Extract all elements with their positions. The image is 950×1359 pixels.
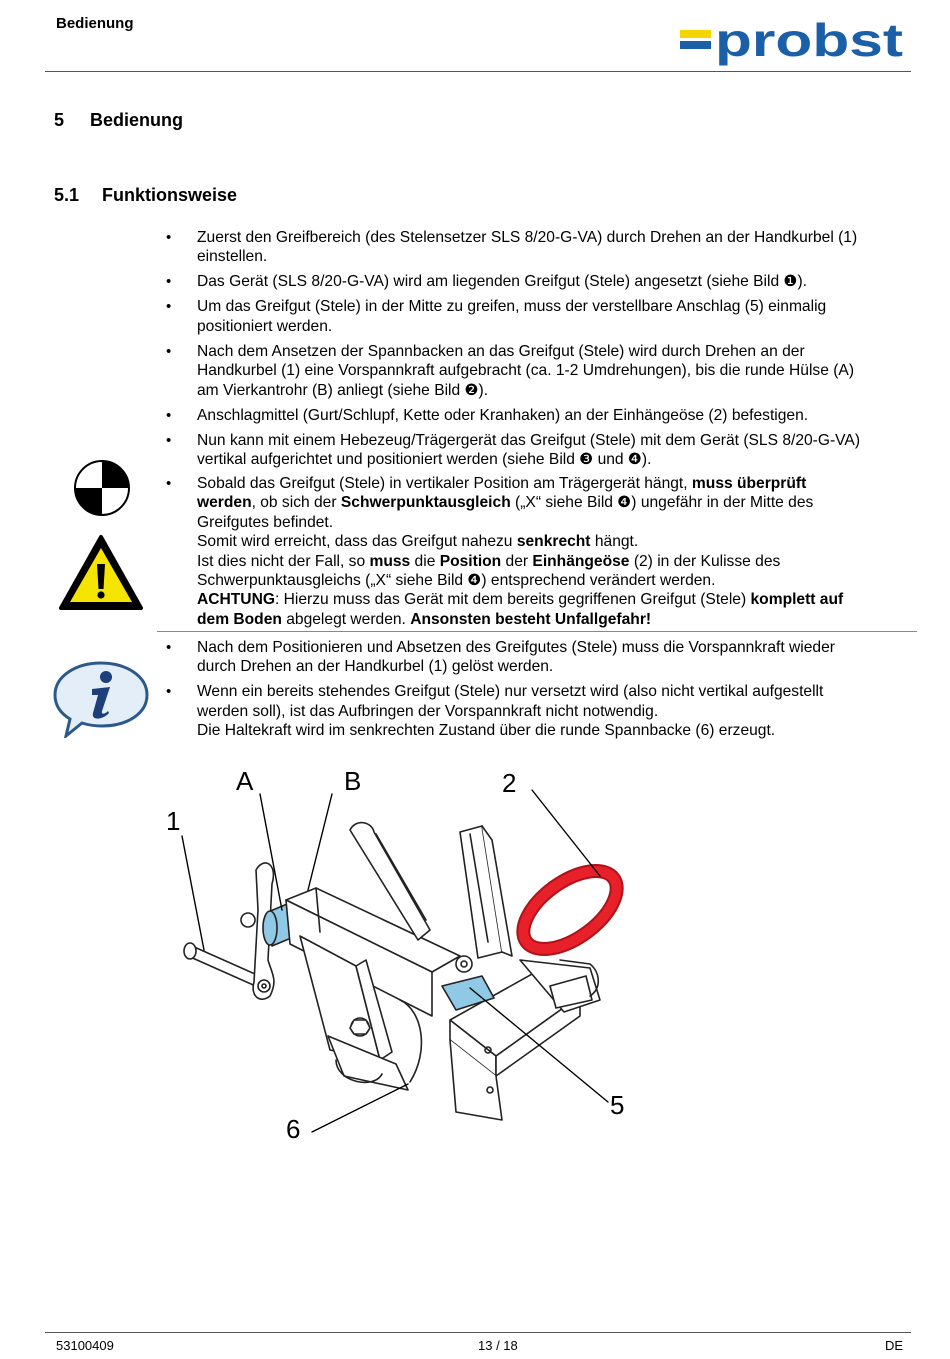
header-section-label: Bedienung [56, 15, 134, 32]
figure-label-2: 2 [502, 768, 517, 798]
list-item: • Anschlagmittel (Gurt/Schlupf, Kette oder Kranhaken) an der Einhängeöse (2) befestigen. [160, 406, 912, 425]
bullet-list-warning [160, 474, 912, 635]
figure-label-b: B [344, 766, 362, 796]
section-divider [157, 631, 917, 632]
warning-triangle-icon [58, 534, 144, 612]
footer-doc-number: 53100409 [56, 1338, 114, 1353]
bullet-list-intro [160, 228, 912, 475]
list-item: • Nun kann mit einem Hebezeug/Trägergerät das Greifgut (Stele) mit dem Gerät (SLS 8/20-G-VA) vertikal aufgerichtet und positioniert werden (siehe Bild ❸ und ❹). [160, 431, 912, 470]
svg-text:probst: probst [715, 19, 903, 66]
figure-label-5: 5 [610, 1090, 625, 1120]
list-item: • Zuerst den Greifbereich (des Stelensetzer SLS 8/20-G-VA) durch Drehen an der Handkurbel (1) einstellen. [160, 228, 912, 267]
info-icon [52, 660, 150, 738]
list-item: • Wenn ein bereits stehendes Greifgut (Stele) nur versetzt wird (also nicht vertikal aufgestellt werden soll), ist das Aufbringen der Vorspannkraft nicht notwendig. Die Haltekraft wird im senkrechten Zustand über die runde Spannbacke (6) erzeugt. [160, 682, 912, 740]
figure-label-a: A [236, 766, 254, 796]
footer-page-number: 13 / 18 [478, 1338, 518, 1353]
heading-2: 5.1 Funktionsweise [54, 185, 238, 205]
device-figure [160, 760, 660, 1150]
list-item-warning: • Sobald das Greifgut (Stele) in vertikaler Position am Trägergerät hängt, muss überprüft werden, ob sich der Schwerpunktausgleich („X“ siehe Bild ❹) ungefähr in der Mitte des Greifgutes befindet. Somit wird erreicht, dass das Greifgut nahezu senkrecht hängt. Ist dies nicht der Fall, so muss die Position der Einhängeöse (2) in der Kulisse des Schwerpunktausgleichs („X“ siehe Bild ❹) entsprechend verändert werden. ACHTUNG: Hierzu muss das Gerät mit dem bereits gegriffenen Greifgut (Stele) komplett auf dem Boden abgelegt werden. Ansonsten besteht Unfallgefahr! [160, 474, 912, 629]
center-of-gravity-icon [73, 459, 131, 517]
heading-1: 5 Bedienung [54, 110, 183, 130]
list-item: • Um das Greifgut (Stele) in der Mitte zu greifen, muss der verstellbare Anschlag (5) einmalig positioniert werden. [160, 297, 912, 336]
list-item: • Nach dem Ansetzen der Spannbacken an das Greifgut (Stele) wird durch Drehen an der Handkurbel (1) eine Vorspannkraft aufgebracht (ca. 1-2 Umdrehungen), bis die runde Hülse (A) am Vierkantrohr (B) anliegt (siehe Bild ❷). [160, 342, 912, 400]
probst-logo [679, 19, 905, 69]
list-item: • Nach dem Positionieren und Absetzen des Greifgutes (Stele) muss die Vorspannkraft wieder durch Drehen an der Handkurbel (1) gelöst werden. [160, 638, 912, 677]
figure-label-1: 1 [166, 806, 181, 836]
list-item: • Das Gerät (SLS 8/20-G-VA) wird am liegenden Greifgut (Stele) angesetzt (siehe Bild ❶). [160, 272, 912, 291]
bullet-list-notes [160, 638, 912, 746]
footer-rule [45, 1332, 911, 1333]
header-rule [45, 71, 911, 72]
figure-label-6: 6 [286, 1114, 301, 1144]
footer-language: DE [885, 1338, 904, 1353]
